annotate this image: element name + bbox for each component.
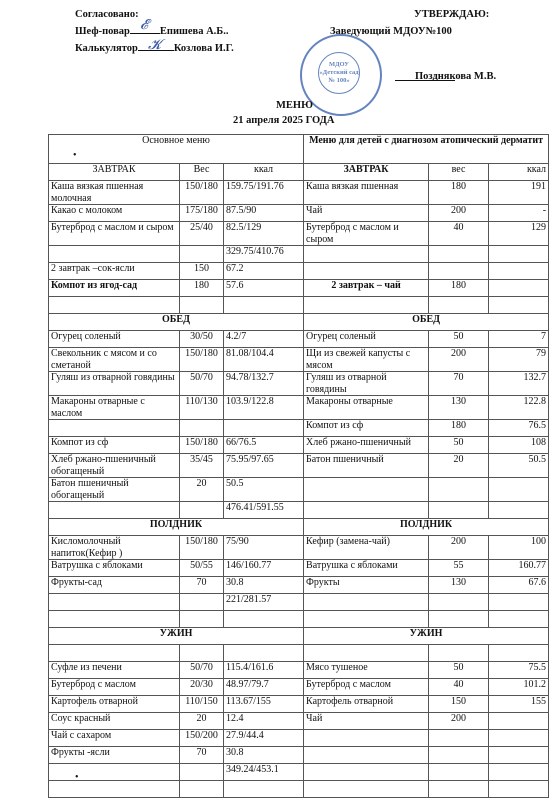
table-cell: 129 [489, 222, 549, 246]
spacer-row [49, 297, 549, 314]
table-cell: 115.4/161.6 [224, 662, 304, 679]
table-cell: Гуляш из отварной говядины [49, 372, 180, 396]
table-cell: 7 [489, 331, 549, 348]
table-row [49, 454, 549, 478]
table-cell: 150/200 [180, 730, 224, 747]
table-cell: 191 [489, 181, 549, 205]
table-cell: 146/160.77 [224, 560, 304, 577]
table-cell [489, 713, 549, 730]
table-cell: Хлеб ржано-пшеничный [304, 437, 429, 454]
table-cell [489, 594, 549, 611]
spacer-row [49, 781, 549, 798]
empty-cell [489, 781, 549, 798]
mark-dot: • [73, 150, 77, 161]
empty-cell [224, 297, 304, 314]
table-cell: Бутерброд с маслом [304, 679, 429, 696]
table-cell: Огурец соленый [304, 331, 429, 348]
table-cell: Гуляш из отварной говядины [304, 372, 429, 396]
table-cell: Суфле из печени [49, 662, 180, 679]
empty-cell [489, 611, 549, 628]
table-cell: 48.97/79.7 [224, 679, 304, 696]
table-cell: 180 [180, 280, 224, 297]
menu-date: 21 апреля 2025 ГОДА [233, 115, 335, 126]
table-cell [180, 594, 224, 611]
table-cell [489, 730, 549, 747]
lunch-header-row [49, 314, 549, 331]
table-cell: 25/40 [180, 222, 224, 246]
table-cell: Фрукты [304, 577, 429, 594]
table-cell: Мясо тушеное [304, 662, 429, 679]
table-cell: 180 [429, 420, 489, 437]
table-cell [429, 263, 489, 280]
table-cell [49, 502, 180, 519]
table-cell: 200 [429, 205, 489, 222]
table-cell [224, 420, 304, 437]
header-atopic-menu: Меню для детей с диагнозом атопический дерматит [304, 135, 549, 164]
table-cell: Макароны отварные с маслом [49, 396, 180, 420]
empty-cell [49, 297, 180, 314]
table-row [49, 437, 549, 454]
table-cell: 75.5 [489, 662, 549, 679]
table-cell [180, 246, 224, 263]
table-cell: 20 [180, 713, 224, 730]
table-cell: 57.6 [224, 280, 304, 297]
table-cell [429, 730, 489, 747]
snack-header-right: ПОЛДНИК [304, 519, 549, 536]
empty-cell [224, 645, 304, 662]
table-cell: 130 [429, 577, 489, 594]
empty-cell [429, 781, 489, 798]
approve-label: УТВЕРЖДАЮ: [414, 9, 490, 20]
table-cell: 122.8 [489, 396, 549, 420]
col-kcal-right: ккал [489, 164, 549, 181]
table-cell [489, 478, 549, 502]
table-cell [304, 747, 429, 764]
table-cell: Батон пшеничный [304, 454, 429, 478]
table-cell: Фрукты-сад [49, 577, 180, 594]
empty-cell [180, 645, 224, 662]
empty-cell [304, 781, 429, 798]
table-cell: 150/180 [180, 348, 224, 372]
table-row [49, 536, 549, 560]
table-cell: 476.41/591.55 [224, 502, 304, 519]
table-row [49, 502, 549, 519]
table-cell: Бутерброд с маслом и сыром [49, 222, 180, 246]
table-cell: 40 [429, 222, 489, 246]
table-cell: 50/70 [180, 372, 224, 396]
table-cell: 180 [429, 280, 489, 297]
table-cell: 50/70 [180, 662, 224, 679]
table-row [49, 396, 549, 420]
table-cell: 103.9/122.8 [224, 396, 304, 420]
lunch-header-right: ОБЕД [304, 314, 549, 331]
table-cell [304, 246, 429, 263]
table-cell: 30.8 [224, 577, 304, 594]
table-cell: 50/55 [180, 560, 224, 577]
table-row [49, 246, 549, 263]
table-cell: 150/180 [180, 437, 224, 454]
table-cell: 150/180 [180, 536, 224, 560]
table-cell: Чай [304, 713, 429, 730]
table-cell: 27.9/44.4 [224, 730, 304, 747]
table-cell: Свекольник с мясом и со сметаной [49, 348, 180, 372]
table-cell: Щи из свежей капусты с мясом [304, 348, 429, 372]
menu-title: МЕНЮ [276, 100, 313, 111]
empty-cell [224, 611, 304, 628]
table-cell [489, 764, 549, 781]
table-cell: Хлеб ржано-пшеничный обогащеный [49, 454, 180, 478]
empty-cell [180, 297, 224, 314]
empty-cell [304, 645, 429, 662]
empty-cell [489, 297, 549, 314]
table-cell [429, 764, 489, 781]
chef-name: Епишева А.Б.. [159, 26, 229, 37]
table-cell [304, 594, 429, 611]
table-cell: Каша вязкая пшенная [304, 181, 429, 205]
table-cell: 113.67/155 [224, 696, 304, 713]
table-cell: 175/180 [180, 205, 224, 222]
table-cell: Кисломолочный напиток(Кефир ) [49, 536, 180, 560]
table-row [49, 560, 549, 577]
table-cell: Картофель отварной [49, 696, 180, 713]
menu-table [48, 134, 549, 798]
table-cell: 150 [180, 263, 224, 280]
table-cell: 4.2/7 [224, 331, 304, 348]
table-row [49, 263, 549, 280]
table-cell: 20 [429, 454, 489, 478]
empty-cell [429, 611, 489, 628]
dinner-header-left: УЖИН [49, 628, 304, 645]
table-cell: 67.2 [224, 263, 304, 280]
empty-cell [180, 611, 224, 628]
table-cell: 130 [429, 396, 489, 420]
empty-cell [49, 645, 180, 662]
table-cell: 150/180 [180, 181, 224, 205]
table-cell [489, 263, 549, 280]
table-cell: 94.78/132.7 [224, 372, 304, 396]
table-cell: 67.6 [489, 577, 549, 594]
table-cell: 70 [180, 577, 224, 594]
table-cell: Фрукты -ясли [49, 747, 180, 764]
table-cell: 82.5/129 [224, 222, 304, 246]
table-cell: 101.2 [489, 679, 549, 696]
table-cell [489, 246, 549, 263]
col-breakfast-left: ЗАВТРАК [49, 164, 180, 181]
table-row [49, 372, 549, 396]
table-cell: 200 [429, 348, 489, 372]
empty-cell [49, 781, 180, 798]
table-row [49, 205, 549, 222]
table-cell: 221/281.57 [224, 594, 304, 611]
table-cell [304, 730, 429, 747]
table-row [49, 594, 549, 611]
table-cell: 75/90 [224, 536, 304, 560]
empty-cell [489, 645, 549, 662]
table-cell: Макароны отварные [304, 396, 429, 420]
spacer-row [49, 645, 549, 662]
table-cell: 30/50 [180, 331, 224, 348]
table-cell: 132.7 [489, 372, 549, 396]
table-cell [489, 502, 549, 519]
col-weight-left: Вес [180, 164, 224, 181]
empty-cell [304, 297, 429, 314]
table-cell [49, 420, 180, 437]
table-cell [49, 764, 180, 781]
empty-cell [180, 781, 224, 798]
table-cell [304, 263, 429, 280]
snack-header-row [49, 519, 549, 536]
table-cell: 79 [489, 348, 549, 372]
table-cell: 110/130 [180, 396, 224, 420]
table-cell: 20 [180, 478, 224, 502]
table-row [49, 713, 549, 730]
col-kcal-left: ккал [224, 164, 304, 181]
dinner-header-row [49, 628, 549, 645]
table-cell: - [489, 205, 549, 222]
table-cell [489, 280, 549, 297]
empty-cell [49, 611, 180, 628]
table-cell: 50 [429, 331, 489, 348]
table-cell: Компот из ягод-сад [49, 280, 180, 297]
table-cell [49, 594, 180, 611]
table-cell: 160.77 [489, 560, 549, 577]
table-cell [304, 502, 429, 519]
table-cell: 200 [429, 536, 489, 560]
table-cell: 180 [429, 181, 489, 205]
table-cell [180, 502, 224, 519]
table-row [49, 348, 549, 372]
table-cell: Соус красный [49, 713, 180, 730]
table-cell: Огурец соленый [49, 331, 180, 348]
table-row [49, 764, 549, 781]
table-cell [180, 420, 224, 437]
table-cell: 20/30 [180, 679, 224, 696]
table-cell: Ватрушка с яблоками [49, 560, 180, 577]
table-cell [180, 764, 224, 781]
table-cell: 30.8 [224, 747, 304, 764]
snack-header-left: ПОЛДНИК [49, 519, 304, 536]
table-cell: 329.75/410.76 [224, 246, 304, 263]
table-cell [429, 594, 489, 611]
table-row [49, 679, 549, 696]
table-cell: 155 [489, 696, 549, 713]
table-cell: 40 [429, 679, 489, 696]
table-cell: 70 [429, 372, 489, 396]
table-cell: Чай с сахаром [49, 730, 180, 747]
empty-cell [304, 611, 429, 628]
table-cell: 50 [429, 662, 489, 679]
table-cell: 110/150 [180, 696, 224, 713]
table-cell [429, 246, 489, 263]
table-cell: Картофель отварной [304, 696, 429, 713]
lunch-header-left: ОБЕД [49, 314, 304, 331]
table-row [49, 222, 549, 246]
table-cell [489, 747, 549, 764]
signature-line [395, 80, 455, 81]
table-row [49, 662, 549, 679]
table-row [49, 478, 549, 502]
table-cell: 75.95/97.65 [224, 454, 304, 478]
table-cell [49, 246, 180, 263]
table-cell: Компот из сф [49, 437, 180, 454]
table-cell [304, 478, 429, 502]
col-weight-right: вес [429, 164, 489, 181]
table-cell: 108 [489, 437, 549, 454]
table-cell: 70 [180, 747, 224, 764]
agreed-label: Согласовано: [75, 9, 139, 20]
table-cell: 2 завтрак – чай [304, 280, 429, 297]
table-cell: 100 [489, 536, 549, 560]
table-cell: 81.08/104.4 [224, 348, 304, 372]
table-cell [429, 502, 489, 519]
calc-signature: 𝓚 [148, 38, 162, 53]
table-cell: 76.5 [489, 420, 549, 437]
table-cell [304, 764, 429, 781]
table-row [49, 420, 549, 437]
calc-title: Калькулятор [75, 43, 138, 54]
table-cell: 55 [429, 560, 489, 577]
chef-label [75, 25, 228, 38]
table-cell: Бутерброд с маслом и сыром [304, 222, 429, 246]
table-cell: 50.5 [224, 478, 304, 502]
chef-signature: 𝓔 [140, 18, 149, 33]
stamp-text: МДОУ «Детский сад № 100» [318, 52, 360, 94]
table-cell: 12.4 [224, 713, 304, 730]
table-cell: Ватрушка с яблоками [304, 560, 429, 577]
table-cell [429, 478, 489, 502]
table-cell: 35/45 [180, 454, 224, 478]
table-row [49, 280, 549, 297]
empty-cell [429, 297, 489, 314]
table-cell: 50.5 [489, 454, 549, 478]
calc-name: Козлова И.Г. [173, 43, 234, 54]
table-cell: Какао с молоком [49, 205, 180, 222]
table-cell: 87.5/90 [224, 205, 304, 222]
table-cell [429, 747, 489, 764]
table-cell: Каша вязкая пшенная молочная [49, 181, 180, 205]
table-cell: Компот из сф [304, 420, 429, 437]
dinner-header-right: УЖИН [304, 628, 549, 645]
table-row [49, 181, 549, 205]
table-cell: 349.24/453.1 [224, 764, 304, 781]
head-label: Заведующий МДОУ№100 [330, 26, 452, 37]
spacer-row [49, 611, 549, 628]
col-breakfast-right: ЗАВТРАК [304, 164, 429, 181]
table-row [49, 577, 549, 594]
table-row [49, 747, 549, 764]
chef-title: Шеф-повар [75, 26, 130, 37]
table-cell: Кефир (замена-чай) [304, 536, 429, 560]
head-name: Позднякова М.В. [415, 71, 497, 82]
table-cell: 200 [429, 713, 489, 730]
table-cell: Батон пшеничный обогащеный [49, 478, 180, 502]
table-cell: 159.75/191.76 [224, 181, 304, 205]
table-cell: 50 [429, 437, 489, 454]
table-row [49, 696, 549, 713]
table-cell: 66/76.5 [224, 437, 304, 454]
table-cell: Чай [304, 205, 429, 222]
table-cell: Бутерброд с маслом [49, 679, 180, 696]
mark-dot-bottom: • [75, 772, 79, 783]
header-main-menu: Основное меню [49, 135, 304, 164]
empty-cell [224, 781, 304, 798]
table-row [49, 331, 549, 348]
table-cell: 150 [429, 696, 489, 713]
empty-cell [429, 645, 489, 662]
table-row [49, 730, 549, 747]
table-cell: 2 завтрак –сок-ясли [49, 263, 180, 280]
